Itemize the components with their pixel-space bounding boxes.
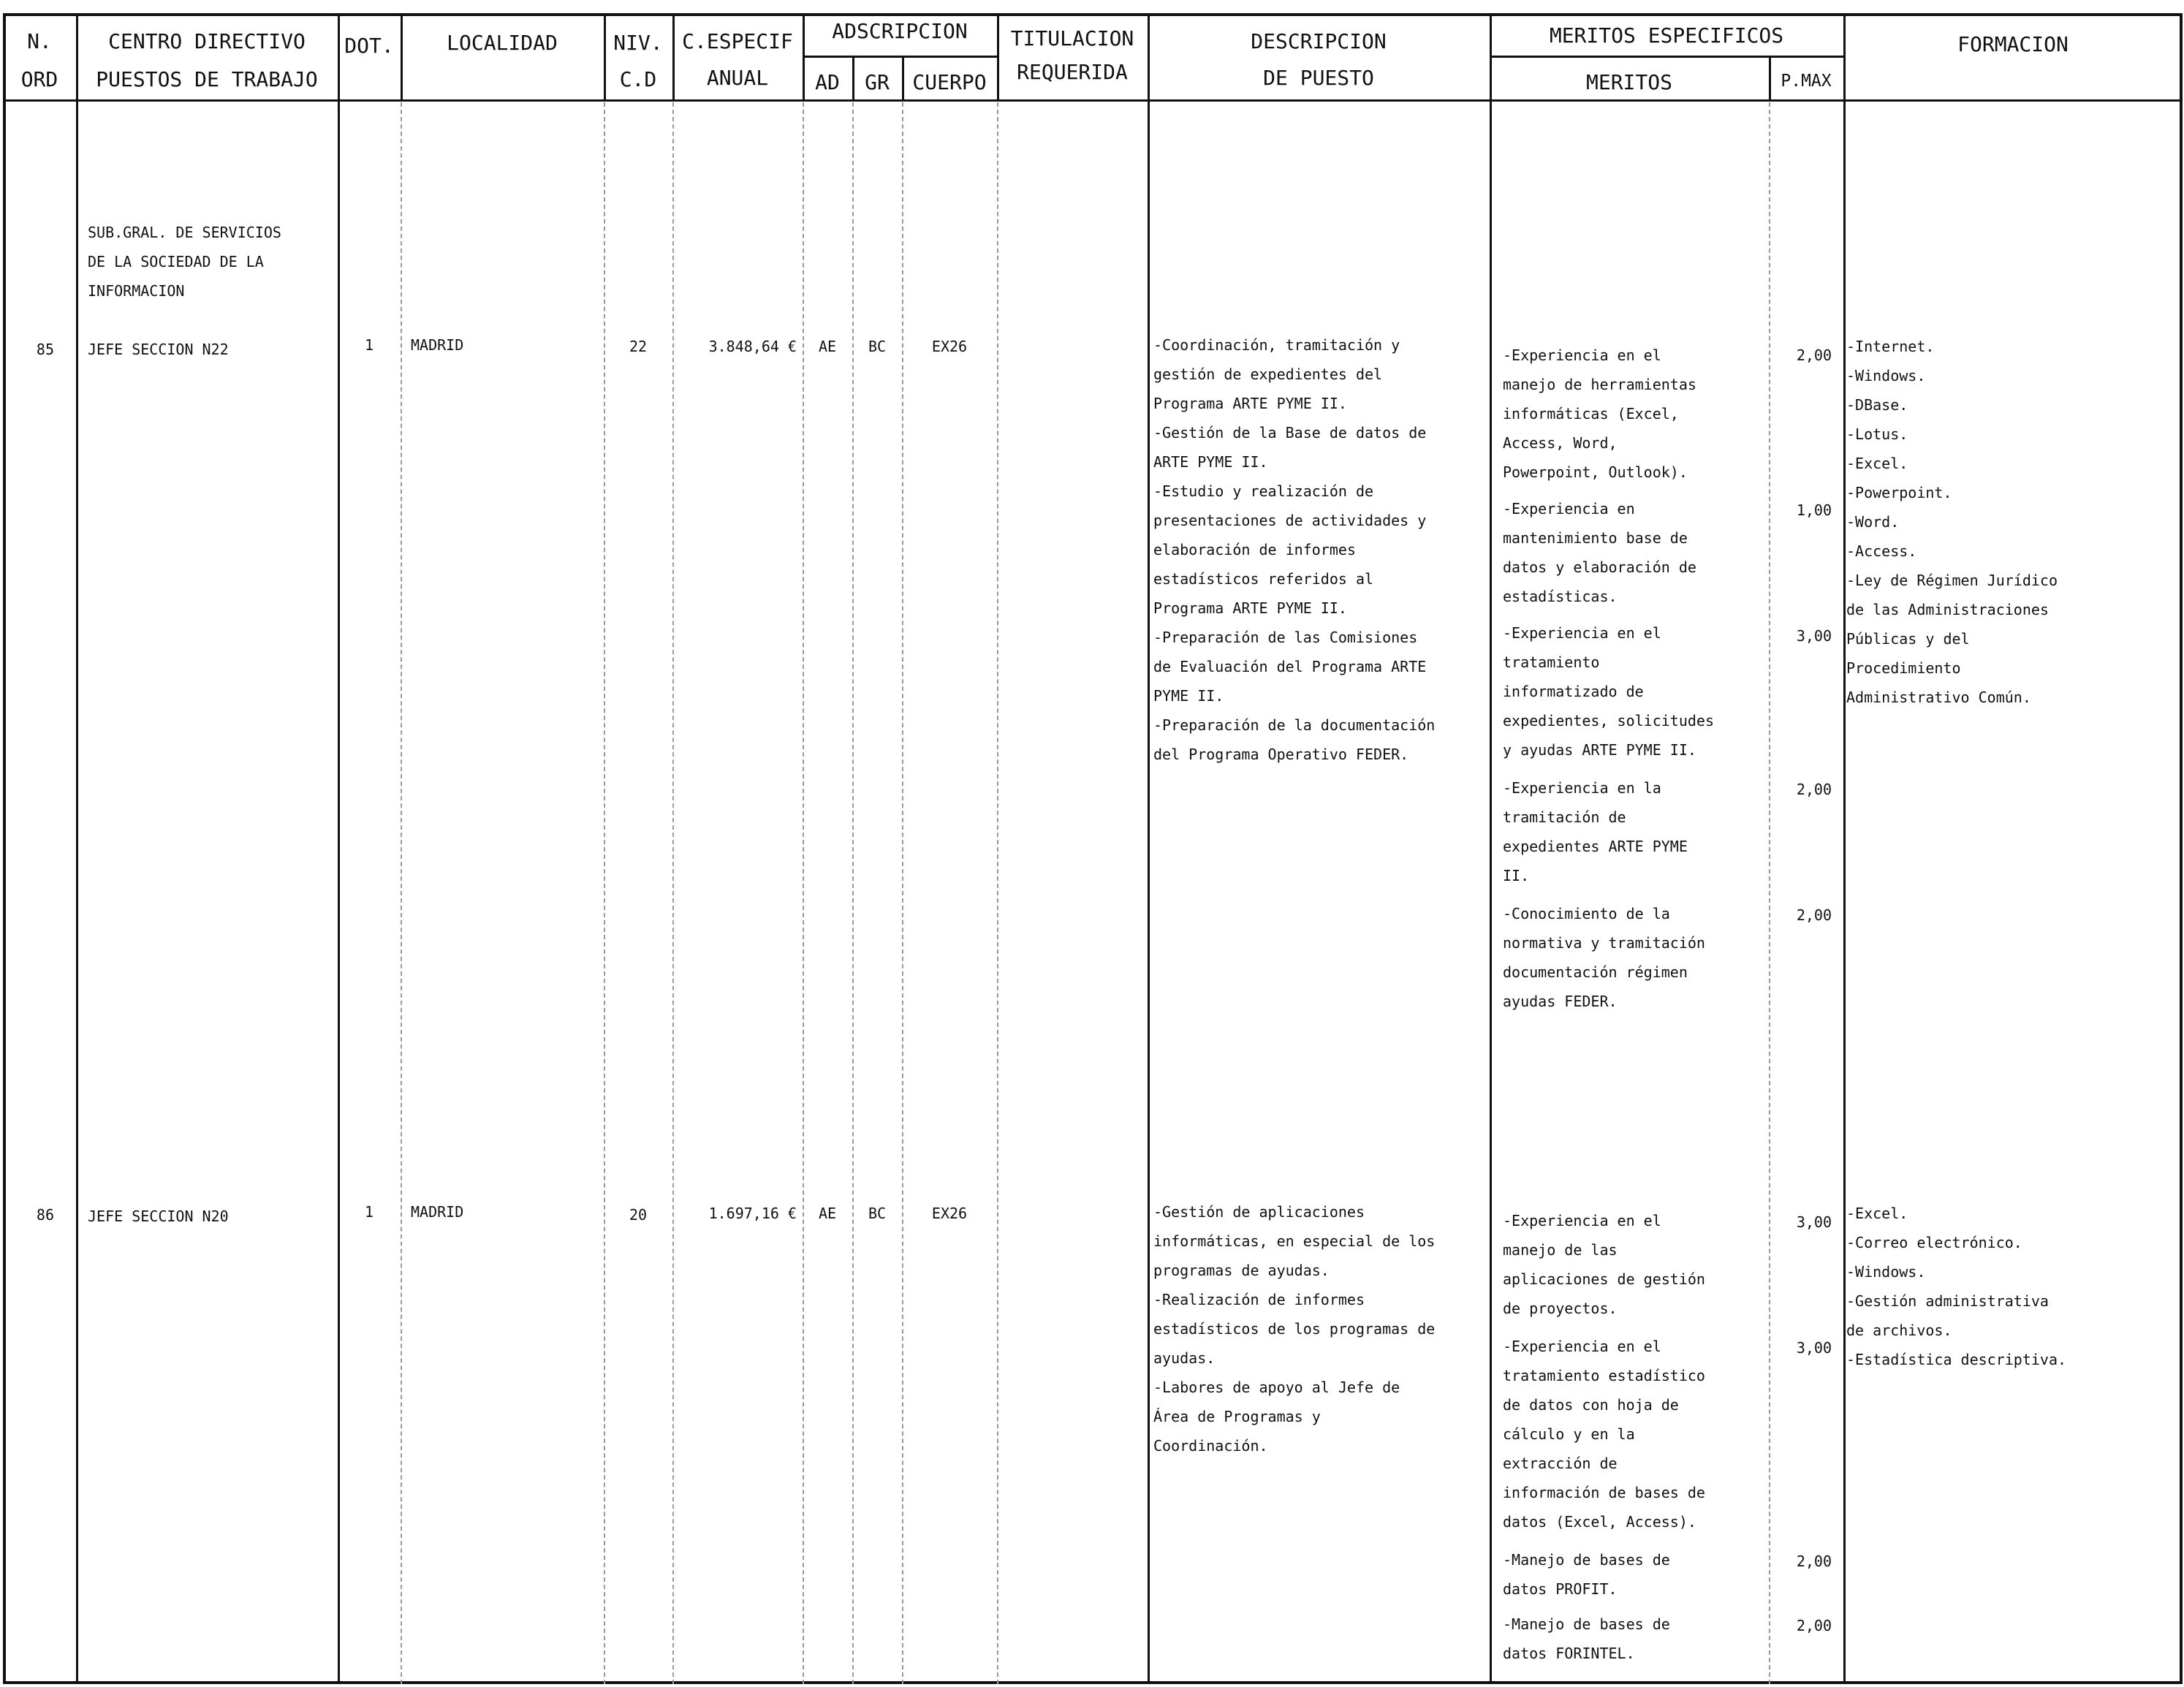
col-divider (997, 13, 999, 99)
header-pmax: P.MAX (1781, 72, 1832, 91)
header-mid-line-meritos (1490, 56, 1843, 58)
row-86-merito-3: -Manejo de bases de datos PROFIT. (1503, 1551, 1670, 1598)
body-dashed-divider (1769, 102, 1770, 1684)
row-86-descripcion: -Gestión de aplicaciones informáticas, en especial de los programas de ayudas. -Realización de informes estadísticos de los programas de ayudas. -Labores de apoyo al Jefe de Área de Programas y Coordinación. (1153, 1203, 1436, 1455)
header-formacion: FORMACION (1957, 32, 2069, 56)
row-85-merito-2: -Experiencia en mantenimiento base de datos y elaboración de estadísticas. (1503, 500, 1696, 605)
row-86-formacion: -Excel. -Correo electrónico. -Windows. -Gestión administrativa de archivos. -Estadística descriptiva. (1846, 1205, 2067, 1368)
row-85-n-ord: 85 (36, 341, 54, 358)
row-86-dot: 1 (364, 1203, 374, 1221)
row-85-pmax-3: 3,00 (1796, 627, 1832, 645)
header-localidad: LOCALIDAD (447, 31, 558, 55)
row-86-n-ord: 86 (36, 1206, 54, 1224)
header-meritos-especificos: MERITOS ESPECIFICOS (1549, 23, 1784, 48)
body-dashed-divider (401, 102, 402, 1684)
header-titulacion-line1: TITULACION (1010, 26, 1134, 50)
header-centro-line2: PUESTOS DE TRABAJO (96, 67, 318, 91)
row-85-cuerpo: EX26 (931, 338, 968, 355)
col-divider (401, 13, 403, 99)
row-85-formacion: -Internet. -Windows. -DBase. -Lotus. -Excel. -Powerpoint. -Word. -Access. -Ley de Régimen Jurídico de las Administraciones Públicas y del Procedimiento Administrativo Común. (1846, 338, 2058, 706)
row-86-pmax-1: 3,00 (1796, 1213, 1832, 1231)
header-bottom-line (3, 99, 2183, 102)
body-divider (1490, 99, 1492, 1684)
header-n-ord-line2: ORD (20, 67, 58, 91)
row-86-gr: BC (868, 1205, 887, 1222)
row-86-pmax-4: 2,00 (1796, 1617, 1832, 1634)
body-divider (1843, 99, 1846, 1684)
row-85-merito-4: -Experiencia en la tramitación de expedientes ARTE PYME II. (1503, 779, 1688, 884)
row-86-merito-2: -Experiencia en el tratamiento estadístico de datos con hoja de cálculo y en la extracción de información de bases de datos (Excel, Access). (1503, 1338, 1705, 1531)
row-86-puesto: JEFE SECCION N20 (88, 1208, 229, 1225)
header-descripcion-line2: DE PUESTO (1263, 66, 1374, 90)
header-ad: AD (815, 70, 840, 94)
header-niv-line1: NIV. (613, 31, 663, 55)
header-descripcion-line1: DESCRIPCION (1251, 29, 1387, 53)
row-85-merito-1: -Experiencia en el manejo de herramientas informáticas (Excel, Access, Word, Powerpoint, Outlook). (1503, 346, 1696, 481)
header-mid-line-adscripcion (803, 56, 997, 58)
row-85-gr: BC (868, 338, 887, 355)
row-85-descripcion: -Coordinación, tramitación y gestión de expedientes del Programa ARTE PYME II. -Gestión de la Base de datos de ARTE PYME II. -Estudio y realización de presentaciones de actividades y elaboración de informes estadísticos referidos al Programa ARTE PYME II. -Preparación de las Comisiones de Evaluación del Programa ARTE PYME II. -Preparación de la documentación del Programa Operativo FEDER. (1153, 336, 1436, 763)
row-85-pmax-2: 1,00 (1796, 501, 1832, 519)
row-85-pmax-1: 2,00 (1796, 346, 1832, 364)
row-85-merito-5: -Conocimiento de la normativa y tramitación documentación régimen ayudas FEDER. (1503, 905, 1705, 1010)
header-cuerpo: CUERPO (912, 70, 987, 94)
header-meritos: MERITOS (1585, 70, 1672, 94)
header-adscripcion: ADSCRIPCION (832, 19, 968, 43)
header-niv-line2: C.D (619, 67, 657, 91)
row-85-dot: 1 (364, 336, 374, 354)
row-85-pmax-5: 2,00 (1796, 906, 1832, 924)
body-divider (1148, 99, 1150, 1684)
row-85-merito-3: -Experiencia en el tratamiento informatizado de expedientes, solicitudes y ayudas ARTE PYME II. (1503, 624, 1714, 759)
body-divider (76, 99, 78, 1684)
row-85-puesto: JEFE SECCION N22 (88, 341, 229, 358)
row-86-cuerpo: EX26 (931, 1205, 968, 1222)
row-86-merito-1: -Experiencia en el manejo de las aplicaciones de gestión de proyectos. (1503, 1212, 1705, 1317)
row-86-niv: 20 (629, 1206, 648, 1224)
row-86-pmax-2: 3,00 (1796, 1339, 1832, 1357)
row-85-c-especif: 3.848,64 € (708, 338, 797, 355)
row-85-pmax-4: 2,00 (1796, 781, 1832, 798)
col-divider (1843, 13, 1846, 99)
header-c-especif-line1: C.ESPECIF (682, 29, 793, 53)
row-86-localidad: MADRID (411, 1203, 464, 1221)
body-dashed-divider (997, 102, 998, 1684)
header-titulacion-line2: REQUERIDA (1017, 60, 1128, 84)
row-85-niv: 22 (629, 338, 648, 355)
row-86-ad: AE (818, 1205, 837, 1222)
row-86-c-especif: 1.697,16 € (708, 1205, 797, 1222)
table-frame (3, 13, 2183, 1684)
header-gr: GR (865, 70, 890, 94)
row-86-pmax-3: 2,00 (1796, 1553, 1832, 1570)
row-85-localidad: MADRID (411, 336, 464, 354)
header-c-especif-line2: ANUAL (706, 66, 769, 90)
section-title: SUB.GRAL. DE SERVICIOS DE LA SOCIEDAD DE LA INFORMACION (88, 224, 281, 300)
row-85-ad: AE (818, 338, 837, 355)
header-n-ord-line1: N. (27, 29, 52, 53)
header-centro-line1: CENTRO DIRECTIVO (108, 29, 306, 53)
row-86-merito-4: -Manejo de bases de datos FORINTEL. (1503, 1615, 1670, 1662)
header-dot: DOT. (344, 34, 394, 58)
